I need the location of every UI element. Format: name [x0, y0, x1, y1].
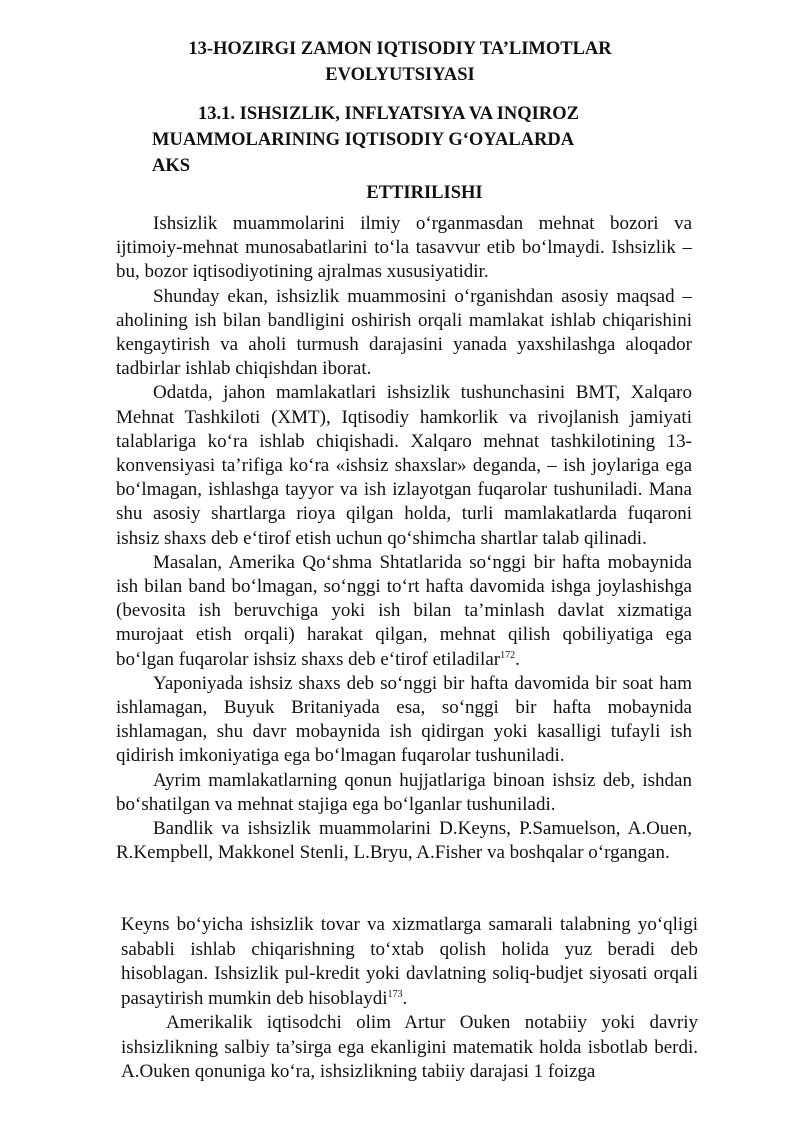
- section-title-line4: ETTIRILISHI: [366, 183, 483, 203]
- body-text: [116, 212, 692, 865]
- section-title-line2: MUAMMOLARINING IQTISODIY G‘OYALARDA: [152, 130, 575, 150]
- body-text-continued: [121, 913, 698, 1085]
- paragraph: Masalan, Amerika Qo‘shma Shtatlarida so‘nggi bir hafta mobaynida ish bilan band bo‘lmagan, so‘nggi to‘rt hafta davomida ishga joylashishga (bevosita ish beruvchiga yoki ish bilan ta’minlash davlat xizmatiga murojaat etish orqali) harakat qilgan, mehnat qilish qobiliyatiga ega bo‘lgan fuqarolar ishsiz shaxs deb e‘tirof etiladilar$^{172}$.: [116, 551, 692, 670]
- chapter-title: [140, 36, 660, 88]
- chapter-title-line2: EVOLYUTSIYASI: [325, 65, 475, 85]
- section-title: [152, 101, 657, 206]
- paragraph: [121, 913, 698, 1011]
- paragraph-text: Masalan, Amerika Qo‘shma Shtatlarida so‘nggi bir hafta mobaynida ish bilan band bo‘lmagan, so‘nggi to‘rt hafta davomida ishga joylashishga (bevosita ish beruvchiga yoki ish bilan ta’minlash davlat xizmatiga murojaat etish orqali) harakat qilgan, mehnat qilish qobiliyatiga ega bo‘lgan fuqarolar ishsiz shaxs deb e‘tirof etiladilar: [116, 551, 692, 670]
- paragraph-end: .: [402, 987, 408, 1009]
- footnote-ref-173[interactable]: 173: [387, 988, 403, 1000]
- paragraph: Ishsizlik muammolarini ilmiy o‘rganmasdan mehnat bozori va ijtimoiy-mehnat munosabatlarini to‘la tasavvur etib bo‘lmaydi. Ishsizlik – bu, bozor iqtisodiyotining ajralmas xususiyatidir.: [116, 213, 692, 283]
- section-title-line3: AKS: [152, 156, 191, 176]
- footnote-ref-172[interactable]: 172: [500, 649, 516, 661]
- paragraph: Bandlik va ishsizlik muammolarini D.Keyns, P.Samuelson, A.Ouen, R.Kempbell, Makkonel Stenli, L.Bryu, A.Fisher va boshqalar o‘rgangan.: [116, 818, 692, 864]
- chapter-title-line1: 13-HOZIRGI ZAMON IQTISODIY TA’LIMOTLAR: [188, 39, 612, 59]
- paragraph: Amerikalik iqtisodchi olim Artur Ouken notabiiy yoki davriy ishsizlikning salbiy ta’sirga ega ekanligini matematik holda isbotlab berdi. A.Ouken qonuniga ko‘ra, ishsizlikning tabiiy darajasi 1 foizga: [121, 1012, 698, 1082]
- paragraph: Yaponiyada ishsiz shaxs deb so‘nggi bir hafta davomida bir soat ham ishlamagan, Buyuk Britaniyada esa, so‘nggi bir hafta mobaynida ishlamagan, shu davr mobaynida ish qidirgan yoki kasalligi tufayli ish qidirish imkoniyatiga ega bo‘lmagan fuqarolar tushuniladi.: [116, 672, 692, 767]
- paragraph: Shunday ekan, ishsizlik muammosini o‘rganishdan asosiy maqsad – aholining ish bilan bandligini oshirish orqali mamlakat ishlab chiqarishini kengaytirish va aholi turmush darajasini yanada yaxshilashga aloqador tadbirlar ishlab chiqishdan iborat.: [116, 285, 692, 380]
- paragraph: Ayrim mamlakatlarning qonun hujjatlariga binoan ishsiz deb, ishdan bo‘shatilgan va mehnat stajiga ega bo‘lganlar tushuniladi.: [116, 769, 692, 815]
- paragraph: Odatda, jahon mamlakatlari ishsizlik tushunchasini BMT, Xalqaro Mehnat Tashkiloti (XMT), Iqtisodiy hamkorlik va rivojlanish jamiyati talablariga ko‘ra ishlab chiqishadi. Xalqaro mehnat tashkilotining 13-konvensiyasi ta’rifiga ko‘ra «ishsiz shaxslar» deganda, – ish joylariga ega bo‘lmagan, ishlashga tayyor va ish izlayotgan fuqarolar tushuniladi. Mana shu asosiy shartlarga rioya qilgan holda, turli mamlakatlarda fuqaroni ishsiz shaxs deb e‘tirof etish uchun qo‘shimcha shartlar talab qilinadi.: [116, 382, 692, 549]
- paragraph-text: Keyns bo‘yicha ishsizlik tovar va xizmatlarga samarali talabning yo‘qligi sababli ishlab chiqarishning to‘xtab qolish holida yuz beradi deb hisoblagan. Ishsizlik pul-kredit yoki davlatning soliq-budjet siyosati orqali pasaytirish mumkin deb hisoblaydi: [121, 914, 698, 1009]
- section-title-line1: 13.1. ISHSIZLIK, INFLYATSIYA VA INQIROZ: [198, 104, 579, 124]
